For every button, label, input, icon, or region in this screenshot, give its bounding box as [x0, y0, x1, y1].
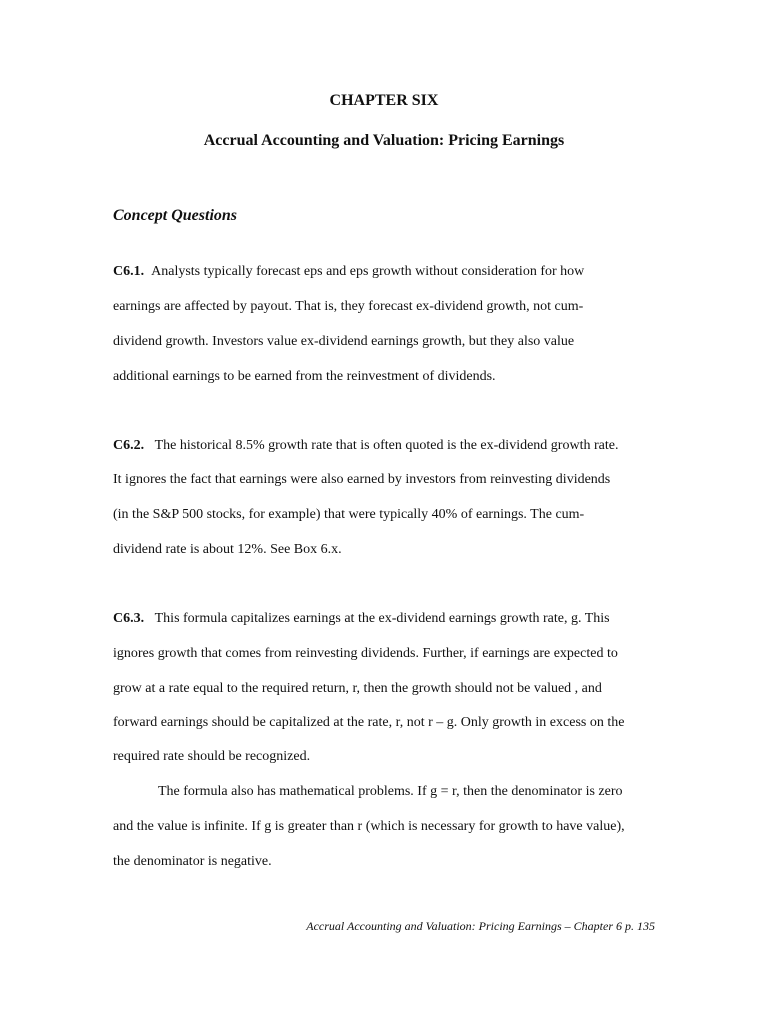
question-text: The historical 8.5% growth rate that is often quoted is the ex-dividend growth rate. [154, 438, 619, 453]
chapter-label: CHAPTER SIX [329, 92, 439, 109]
question-c6-3-line-5: required rate should be recognized. [113, 749, 311, 764]
question-c6-3-para2-line-1: The formula also has mathematical problems. If g = r, then the denominator is zero [158, 784, 623, 799]
question-c6-1-line-2: earnings are affected by payout. That is, they forecast ex-dividend growth, not cum- [113, 299, 584, 314]
question-c6-3-line-4: forward earnings should be capitalized at the rate, r, not r – g. Only growth in excess on the [113, 715, 625, 730]
question-c6-3-para2-line-3: the denominator is negative. [113, 854, 272, 869]
page-footer: Accrual Accounting and Valuation: Pricing Earnings – Chapter 6 p. 135 [306, 919, 655, 933]
question-c6-3-para2-line-2: and the value is infinite. If g is greater than r (which is necessary for growth to have value), [113, 819, 625, 834]
question-c6-3-line-1 [113, 611, 610, 627]
question-label: C6.3. [113, 611, 145, 626]
question-label: C6.1. [113, 264, 145, 279]
question-c6-1-line-3: dividend growth. Investors value ex-dividend earnings growth, but they also value [113, 334, 575, 349]
question-c6-1-line-4: additional earnings to be earned from the reinvestment of dividends. [113, 369, 496, 384]
question-c6-2-line-4: dividend rate is about 12%. See Box 6.x. [113, 542, 342, 557]
question-text: Analysts typically forecast eps and eps growth without consideration for how [151, 264, 585, 279]
question-c6-2-line-1 [113, 438, 618, 454]
chapter-title: Accrual Accounting and Valuation: Pricing Earnings [203, 132, 565, 149]
question-c6-2-line-2: It ignores the fact that earnings were also earned by investors from reinvesting dividends [113, 472, 611, 487]
question-c6-1-line-1 [113, 264, 584, 280]
question-c6-2-line-3: (in the S&P 500 stocks, for example) that were typically 40% of earnings. The cum- [113, 507, 585, 522]
question-c6-3-line-3: grow at a rate equal to the required return, r, then the growth should not be valued , and [113, 681, 602, 696]
question-c6-3-line-2: ignores growth that comes from reinvesting dividends. Further, if earnings are expected to [113, 646, 618, 661]
question-label: C6.2. [113, 438, 145, 453]
section-heading: Concept Questions [113, 207, 238, 224]
question-text: This formula capitalizes earnings at the ex-dividend earnings growth rate, g. This [154, 611, 610, 626]
